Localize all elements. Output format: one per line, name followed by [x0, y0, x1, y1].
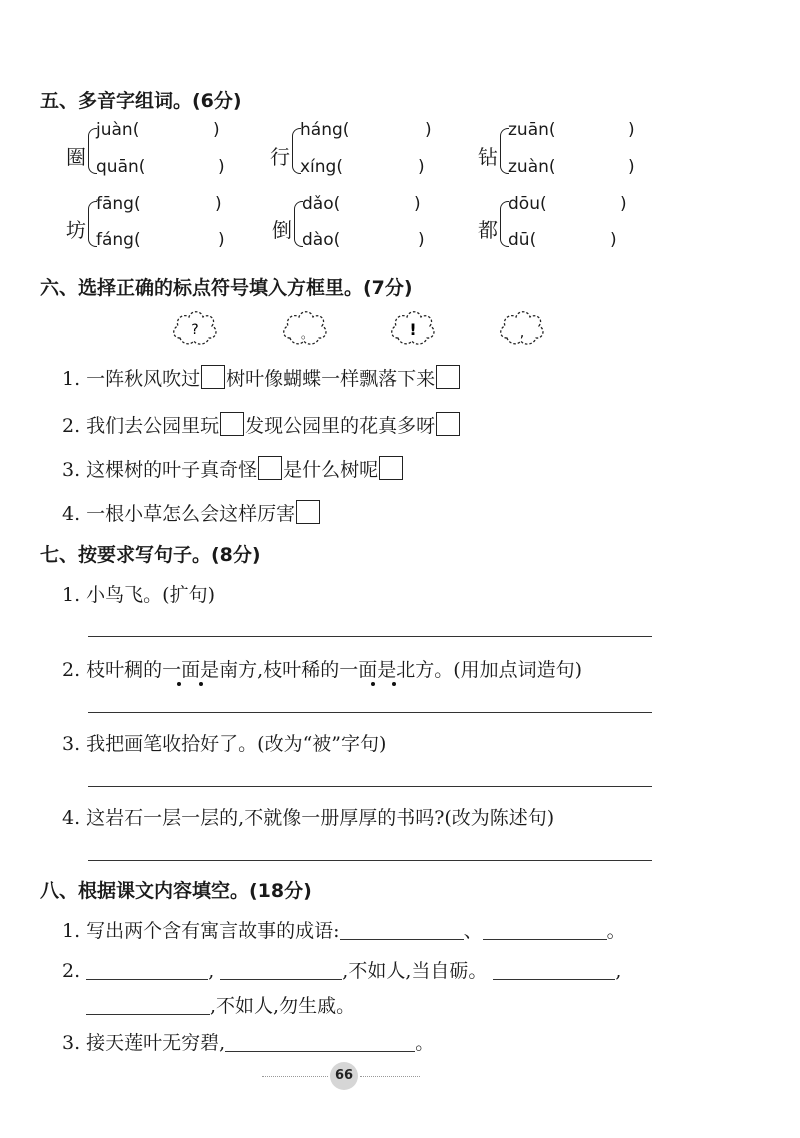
- item-text: 1. 写出两个含有寓言故事的成语:: [62, 920, 340, 942]
- cloud-icon: [280, 308, 330, 348]
- item-text: 4. 一根小草怎么会这样厉害: [62, 503, 296, 525]
- punct-item-1: [62, 364, 461, 391]
- answer-close-paren[interactable]: ): [628, 120, 635, 140]
- item-number: 2.: [62, 960, 81, 982]
- fill-item-2: [62, 956, 621, 983]
- punct-question: ?: [191, 322, 199, 338]
- answer-close-paren[interactable]: ): [215, 194, 222, 214]
- fill-blank[interactable]: [220, 961, 342, 980]
- fill-item-1: [62, 916, 626, 943]
- section-7-title: 七、按要求写句子。(8分): [40, 544, 261, 566]
- answer-line[interactable]: [88, 860, 652, 861]
- punct-period: 。: [300, 327, 314, 341]
- pinyin-reading: xíng(: [300, 157, 343, 177]
- answer-box[interactable]: [379, 456, 403, 480]
- item-text: 是什么树呢: [283, 459, 379, 481]
- answer-close-paren[interactable]: ): [628, 157, 635, 177]
- section-5-title: 五、多音字组词。(6分): [40, 90, 242, 112]
- sentence-task-3: 3. 我把画笔收拾好了。(改为“被”字句): [62, 733, 387, 755]
- punct-item-4: [62, 499, 321, 526]
- item-text: ,不如人,勿生戚。: [210, 995, 356, 1017]
- answer-close-paren[interactable]: ): [620, 194, 627, 214]
- pinyin-reading: dǎo(: [302, 194, 341, 214]
- emphasis-dot: [392, 682, 396, 686]
- pinyin-reading: zuān(: [508, 120, 556, 140]
- pinyin-reading: dōu(: [508, 194, 547, 214]
- answer-line[interactable]: [88, 786, 652, 787]
- fill-item-3: [62, 1028, 434, 1055]
- answer-close-paren[interactable]: ): [218, 230, 225, 250]
- comma: ,: [208, 960, 215, 982]
- fill-item-2-cont: [86, 991, 355, 1018]
- pinyin-reading: juàn(: [96, 120, 140, 140]
- fill-blank[interactable]: [225, 1033, 415, 1052]
- polyphone-char: 坊: [66, 218, 86, 242]
- cloud-icon: [388, 308, 438, 348]
- answer-box[interactable]: [436, 412, 460, 436]
- answer-close-paren[interactable]: ): [418, 230, 425, 250]
- fill-blank[interactable]: [493, 961, 615, 980]
- item-text: 树叶像蝴蝶一样飘落下来: [226, 368, 436, 390]
- answer-close-paren[interactable]: ): [414, 194, 421, 214]
- polyphone-char: 行: [270, 145, 290, 169]
- answer-close-paren[interactable]: ): [425, 120, 432, 140]
- emphasis-dot: [199, 682, 203, 686]
- footer-rule: [360, 1076, 420, 1077]
- answer-box[interactable]: [258, 456, 282, 480]
- cloud-icon: [497, 308, 547, 348]
- punct-exclamation: !: [409, 320, 417, 339]
- polyphone-char: 圈: [66, 145, 86, 169]
- fill-blank[interactable]: [86, 996, 210, 1015]
- pinyin-reading: háng(: [300, 120, 350, 140]
- polyphone-char: 倒: [272, 218, 292, 242]
- sentence-task-2: 2. 枝叶稠的一面是南方,枝叶稀的一面是北方。(用加点词造句): [62, 659, 583, 681]
- pinyin-reading: dào(: [302, 230, 341, 250]
- item-text: 3. 接天莲叶无穷碧,: [62, 1032, 226, 1054]
- answer-box[interactable]: [201, 365, 225, 389]
- fill-blank[interactable]: [86, 961, 208, 980]
- answer-box[interactable]: [220, 412, 244, 436]
- page-number: 66: [330, 1062, 358, 1090]
- answer-line[interactable]: [88, 636, 652, 637]
- item-text: 3. 这棵树的叶子真奇怪: [62, 459, 258, 481]
- pinyin-reading: dū(: [508, 230, 537, 250]
- pinyin-reading: fáng(: [96, 230, 141, 250]
- section-8-title: 八、根据课文内容填空。(18分): [40, 880, 312, 902]
- polyphone-char: 钻: [478, 145, 498, 169]
- answer-close-paren[interactable]: ): [418, 157, 425, 177]
- sentence-task-1: 1. 小鸟飞。(扩句): [62, 584, 215, 606]
- item-text: 1. 一阵秋风吹过: [62, 368, 201, 390]
- footer-rule: [262, 1076, 328, 1077]
- emphasis-dot: [371, 682, 375, 686]
- cloud-icon: [170, 308, 220, 348]
- answer-close-paren[interactable]: ): [213, 120, 220, 140]
- answer-box[interactable]: [296, 500, 320, 524]
- item-text: 发现公园里的花真多呀: [245, 415, 436, 437]
- pinyin-reading: fāng(: [96, 194, 141, 214]
- pinyin-reading: zuàn(: [508, 157, 556, 177]
- comma: ,: [615, 960, 622, 982]
- answer-line[interactable]: [88, 712, 652, 713]
- answer-close-paren[interactable]: ): [610, 230, 617, 250]
- end-mark: 。: [606, 920, 626, 942]
- item-text: 2. 我们去公园里玩: [62, 415, 220, 437]
- pinyin-reading: quān(: [96, 157, 146, 177]
- polyphone-char: 都: [478, 218, 498, 242]
- end-mark: 。: [415, 1032, 435, 1054]
- fill-blank[interactable]: [340, 921, 464, 940]
- separator: 、: [463, 920, 483, 942]
- emphasis-dot: [177, 682, 181, 686]
- fill-blank[interactable]: [483, 921, 607, 940]
- sentence-task-4: 4. 这岩石一层一层的,不就像一册厚厚的书吗?(改为陈述句): [62, 807, 555, 829]
- item-text: ,不如人,当自砺。: [342, 960, 488, 982]
- punct-item-2: [62, 411, 461, 438]
- punct-comma: ,: [519, 325, 525, 341]
- answer-box[interactable]: [436, 365, 460, 389]
- answer-close-paren[interactable]: ): [218, 157, 225, 177]
- section-6-title: 六、选择正确的标点符号填入方框里。(7分): [40, 277, 413, 299]
- punct-item-3: [62, 455, 404, 482]
